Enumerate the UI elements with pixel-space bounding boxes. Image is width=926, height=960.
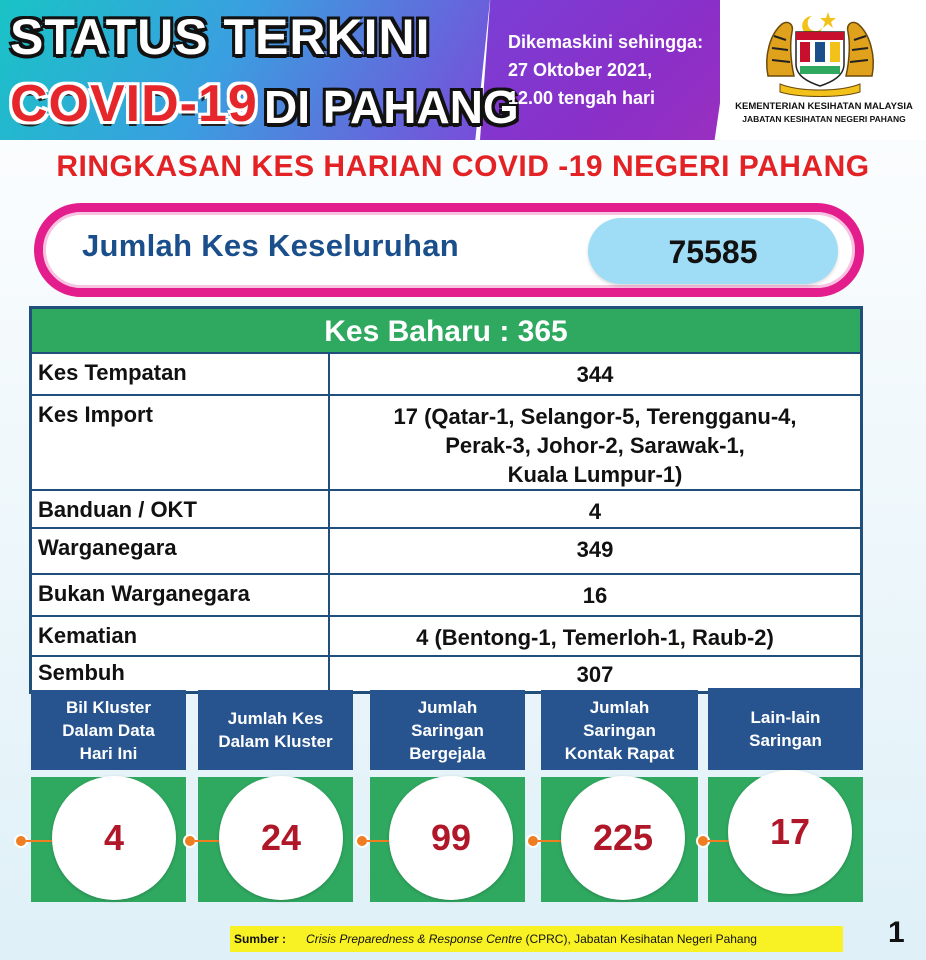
row-value [330,396,860,489]
row-value: 4 (Bentong-1, Temerloh-1, Raub-2) [416,625,774,650]
row-label: Kes Import [32,396,330,489]
stat-value-cases-in-clusters: 24 [219,776,343,900]
row-label: Kematian [32,617,330,655]
stat-label-line: Hari Ini [79,743,138,763]
page-subtitle: RINGKASAN KES HARIAN COVID -19 NEGERI PAHANG [56,150,870,183]
row-value: 349 [576,537,614,562]
stat-header-clusters-today [31,690,186,770]
source-label: Sumber : [234,932,287,946]
update-line-2: 27 Oktober 2021, [508,60,653,80]
row-label: Warganegara [32,529,330,573]
row-value: 4 [588,499,602,524]
row-value: 16 [582,583,608,608]
stat-value-clusters-today: 4 [52,776,176,900]
ministry-line-1: KEMENTERIAN KESIHATAN MALAYSIA [735,101,913,112]
row-label: Bukan Warganegara [32,575,330,615]
ministry-name [722,100,926,126]
source-org-italic: Crisis Preparedness & Response Centre [306,932,523,946]
malaysia-coat-of-arms-icon [760,6,880,98]
stat-label-line: Dalam Kluster [218,732,333,751]
row-value: 307 [576,662,614,687]
new-cases-table [29,306,863,694]
new-cases-rows [32,354,860,691]
stat-header-cases-in-clusters [198,690,353,770]
page-number: 1 [888,916,905,949]
stat-label-line: Jumlah [417,697,478,717]
title-di-pahang: DI PAHANG [264,81,519,133]
stat-label-line: Lain-lain [750,708,821,727]
title-status-terkini: STATUS TERKINI [10,9,431,65]
total-cases-value: 75585 [668,234,758,270]
table-row [32,489,860,527]
stat-label-line: Jumlah [589,697,650,717]
import-line-3: Kuala Lumpur-1) [507,462,683,487]
table-row [32,573,860,615]
row-label: Banduan / OKT [32,491,330,527]
stat-label-line: Bil Kluster [65,697,151,717]
stat-header-symptomatic-screening [370,690,525,770]
table-row [32,394,860,489]
header-banner [0,0,926,140]
stat-label-line: Kontak Rapat [564,743,675,763]
new-cases-header: Kes Baharu : 365 [32,309,860,354]
stat-label-line: Jumlah Kes [227,709,324,728]
stat-header-close-contact-screening [541,690,698,770]
table-row [32,655,860,691]
title-covid19: COVID-19 [10,75,258,133]
ministry-line-2: JABATAN KESIHATAN NEGERI PAHANG [742,114,906,124]
source-org-rest: (CPRC), Jabatan Kesihatan Negeri Pahang [522,932,757,946]
stat-value-close-contact-screening: 225 [561,776,685,900]
row-value: 344 [576,362,614,387]
stat-header-other-screening [708,688,863,770]
stat-label-line: Saringan [583,720,656,740]
stat-label-line: Bergejala [409,743,486,763]
total-cases-label: Jumlah Kes Keseluruhan [82,228,459,263]
stat-value-other-screening: 17 [728,770,852,894]
stat-label-line: Dalam Data [62,720,155,740]
stat-label-line: Saringan [411,720,484,740]
row-label: Sembuh [32,657,330,691]
update-timestamp [508,28,718,112]
stat-label-line: Saringan [749,731,822,750]
import-line-1: 17 (Qatar-1, Selangor-5, Terengganu-4, [393,404,797,429]
table-row [32,354,860,394]
update-line-1: Dikemaskini sehingga: [508,32,704,52]
stat-value-symptomatic-screening: 99 [389,776,513,900]
update-line-3: 12.00 tengah hari [508,88,656,108]
row-label: Kes Tempatan [32,354,330,394]
import-line-2: Perak-3, Johor-2, Sarawak-1, [445,433,745,458]
source-note [230,926,843,952]
table-row [32,615,860,655]
table-row [32,527,860,573]
